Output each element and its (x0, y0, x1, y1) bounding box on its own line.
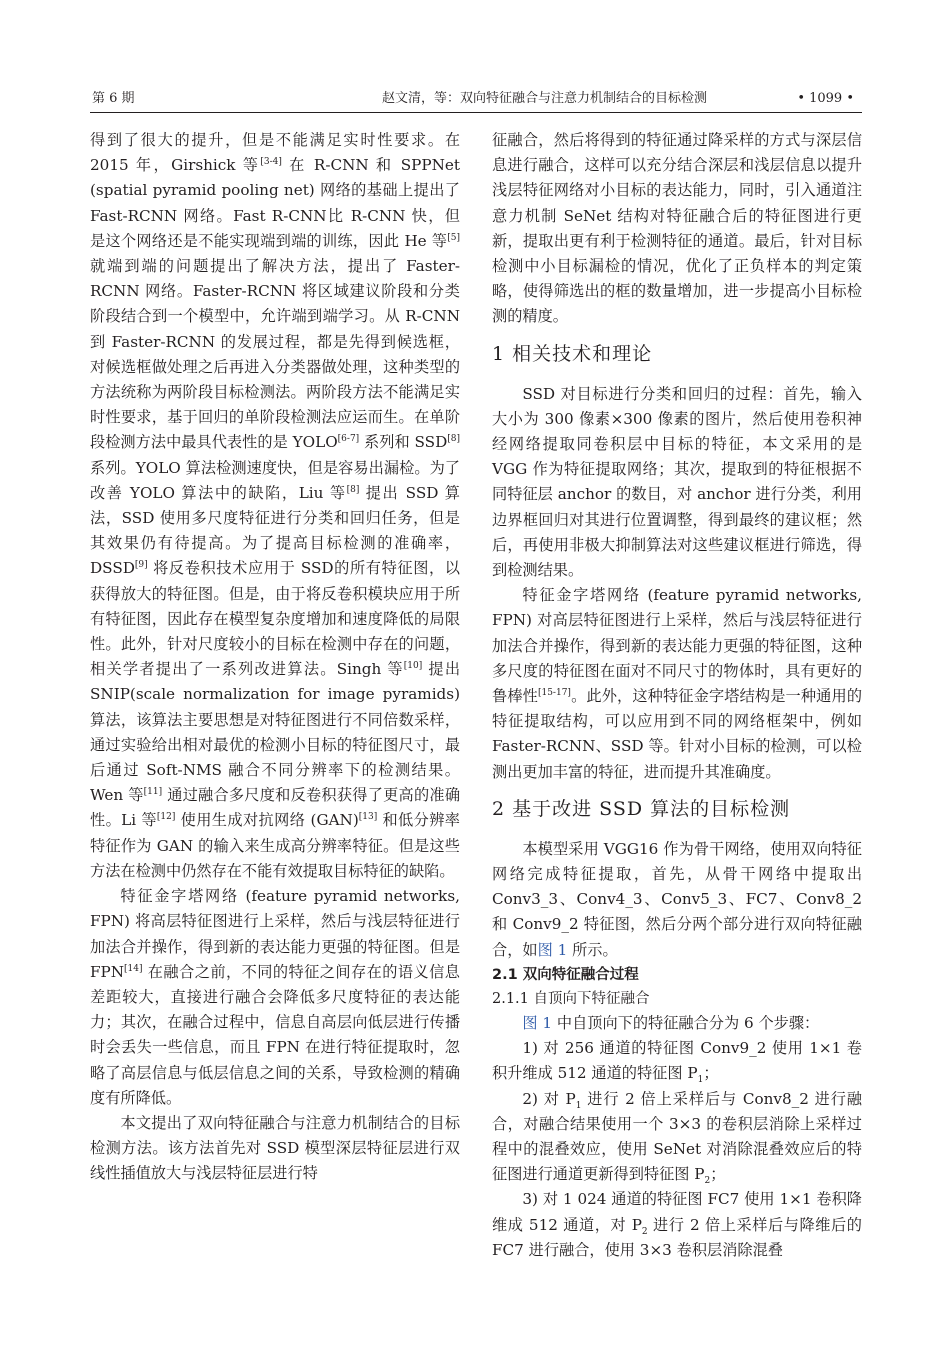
citation[interactable]: [10] (403, 661, 423, 672)
right-column (492, 128, 862, 1263)
paragraph: 征融合，然后将得到的特征通过降采样的方式与深层信息进行融合，这样可以充分结合深层和浅层信息以提升浅层特征网络对小目标的表达能力，同时，引入通道注意力机制 SeNet 结构对特征融合后的特征图进行更新，提取出更有利于检测特征的通道。最后，针对目标检测中小目标漏检的情况，优化了正负样本的判定策略，使得筛选出的框的数量增加，进一步提高小目标检测的精度。 (492, 131, 862, 326)
citation[interactable]: [9] (134, 560, 148, 571)
citation[interactable]: [15-17] (537, 688, 571, 698)
citation[interactable]: [12] (156, 812, 176, 823)
section-heading: 2 基于改进 SSD 算法的目标检测 (492, 797, 791, 820)
citation[interactable]: [5] (447, 232, 460, 243)
step-item: 1) 对 256 通道的特征图 Conv9_2 使用 1×1 卷积升维成 512 通道的特征图 $P_1$； (492, 1039, 862, 1086)
citation[interactable]: [6-7] (337, 434, 360, 445)
paragraph: 特征金字塔网络 (feature pyramid networks, FPN) 将高层特征图进行上采样，然后与浅层特征进行加法合并操作，得到新的表达能力更强的特征图。但是 FPN[14] 在融合之前，不同的特征之间存在的语义信息差距较大，直接进行融合会降低多尺度特征的表达能力；其次，在融合过程中，信息自高层向低层进行传播时会丢失一些信息，而且 FPN 在进行特征提取时，忽略了高层信息与低层信息之间的关系，导致检测的精确度有所降低。 (90, 887, 460, 1107)
subsubsection-heading: 2.1.1 自顶向下特征融合 (492, 990, 650, 1007)
issue-number: 第 6 期 (92, 91, 135, 106)
paragraph: 特征金字塔网络 (feature pyramid networks, FPN) 对高层特征图进行上采样，然后与浅层特征进行加法合并操作，得到新的表达能力更强的特征图，这种多尺度的特征图在面对不同尺寸的物体时，具有更好的鲁棒性[15-17]。此外，这种特征金字塔结构是一种通用的特征提取结构，可以应用到不同的网络框架中，例如 Faster-RCNN、SSD 等。针对小目标的检测，可以检测出更加丰富的特征，进而提升其准确度。 (492, 586, 863, 781)
step-item: 2) 对 $P_1$ 进行 2 倍上采样后与 Conv8_2 进行融合，对融合结果使用一个 3×3 的卷积层消除上采样过程中的混叠效应，使用 SeNet 对消除混叠效应后的特征图进行通道更新得到特征图 $P_2$； (492, 1089, 862, 1187)
paragraph: 本模型采用 VGG16 作为骨干网络，使用双向特征网络完成特征提取，首先，从骨干网络中提取出 Conv3_3、Conv4_3、Conv5_3、FC7、Conv8_2 和 Conv9_2 特征图，然后分两个部分进行双向特征融合，如图 1 所示。 (492, 839, 862, 959)
figure-link[interactable]: 图 1 (537, 940, 568, 959)
paragraph: SSD 对目标进行分类和回归的过程：首先，输入大小为 300 像素×300 像素的图片，然后使用卷积神经网络提取同卷积层中目标的特征，本文采用的是 VGG 作为特征提取网络；其次，提取到的特征根据不同特征层 anchor 的数目，对 anchor 进行分类，利用边界框回归对其进行位置调整，得到最终的建议框；然后，再使用非极大抑制算法对这些建议框进行筛选，得到检测结果。 (492, 384, 862, 580)
citation[interactable]: [14] (124, 963, 143, 974)
citation[interactable]: [8] (346, 484, 360, 495)
paragraph: 得到了很大的提升，但是不能满足实时性要求。在 2015 年，Girshick 等[3-4] 在 R-CNN 和 SPPNet (spatial pyramid pooling net) 网络的基础上提出了 Fast-RCNN 网络。Fast R-CNN比 R-CNN 快，但是这个网络还是不能实现端到端的训练，因此 He 等[5] 就端到端的问题提出了解决方法，提出了 Faster-RCNN 网络。Faster-RCNN 将区域建议阶段和分类阶段结合到一个模型中，允许端到端学习。从 R-CNN 到 Faster-RCNN 的发展过程，都是先得到候选框，对候选框做处理之后再进入分类器做处理，这种类型的方法统称为两阶段目标检测法。两阶段方法不能满足实时性要求，基于回归的单阶段检测法应运而生。在单阶段检测方法中最具代表性的是 YOLO[6-7] 系列和 SSD[8] 系列。YOLO 算法检测速度快，但是容易出漏检。为了改善 YOLO 算法中的缺陷，Liu 等[8] 提出 SSD 算法，SSD 使用多尺度特征进行分类和回归任务，但是其效果仍有待提高。为了提高目标检测的准确率，DSSD[9] 将反卷积技术应用于 SSD的所有特征图，以获得放大的特征图。但是，由于将反卷积模块应用于所有特征图，因此存在模型复杂度增加和速度降低的局限性。此外，针对尺度较小的目标在检测中存在的问题，相关学者提出了一系列改进算法。Singh 等[10] 提出 SNIP(scale normalization for image pyramids) 算法，该算法主要思想是对特征图进行不同倍数采样，通过实验给出相对最优的检测小目标的特征图尺寸，最后通过 Soft-NMS 融合不同分辨率下的检测结果。Wen 等[11] 通过融合多尺度和反卷积获得了更高的准确性。Li 等[12] 使用生成对抗网络 (GAN)[13] 和低分辨率特征作为 GAN 的输入来生成高分辨率特征。但是这些方法在检测中仍然存在不能有效提取目标特征的缺陷。 (90, 131, 461, 880)
paragraph: 本文提出了双向特征融合与注意力机制结合的目标检测方法。该方法首先对 SSD 模型深层特征层进行双线性插值放大与浅层特征层进行特 (90, 1113, 460, 1183)
running-header (90, 90, 862, 113)
left-column (90, 128, 460, 1187)
step-item: 3) 对 1 024 通道的特征图 FC7 使用 1×1 卷积降维成 512 通道，对 $P_2$ 进行 2 倍上采样后与降维后的 FC7 进行融合，使用 3×3 卷积层消除混叠 (492, 1190, 862, 1259)
citation[interactable]: [3-4] (260, 157, 282, 168)
paragraph: 图 1 中自顶向下的特征融合分为 6 个步骤： (522, 1013, 820, 1032)
citation[interactable]: [13] (358, 812, 378, 823)
running-title: 赵文清，等：双向特征融合与注意力机制结合的目标检测 (382, 91, 708, 106)
subsection-heading: 2.1 双向特征融合过程 (492, 966, 639, 983)
citation[interactable]: [8] (447, 434, 461, 445)
figure-link[interactable]: 图 1 (522, 1013, 553, 1032)
section-heading: 1 相关技术和理论 (492, 342, 653, 365)
citation[interactable]: [11] (143, 787, 163, 798)
page-number: • 1099 • (797, 91, 854, 106)
